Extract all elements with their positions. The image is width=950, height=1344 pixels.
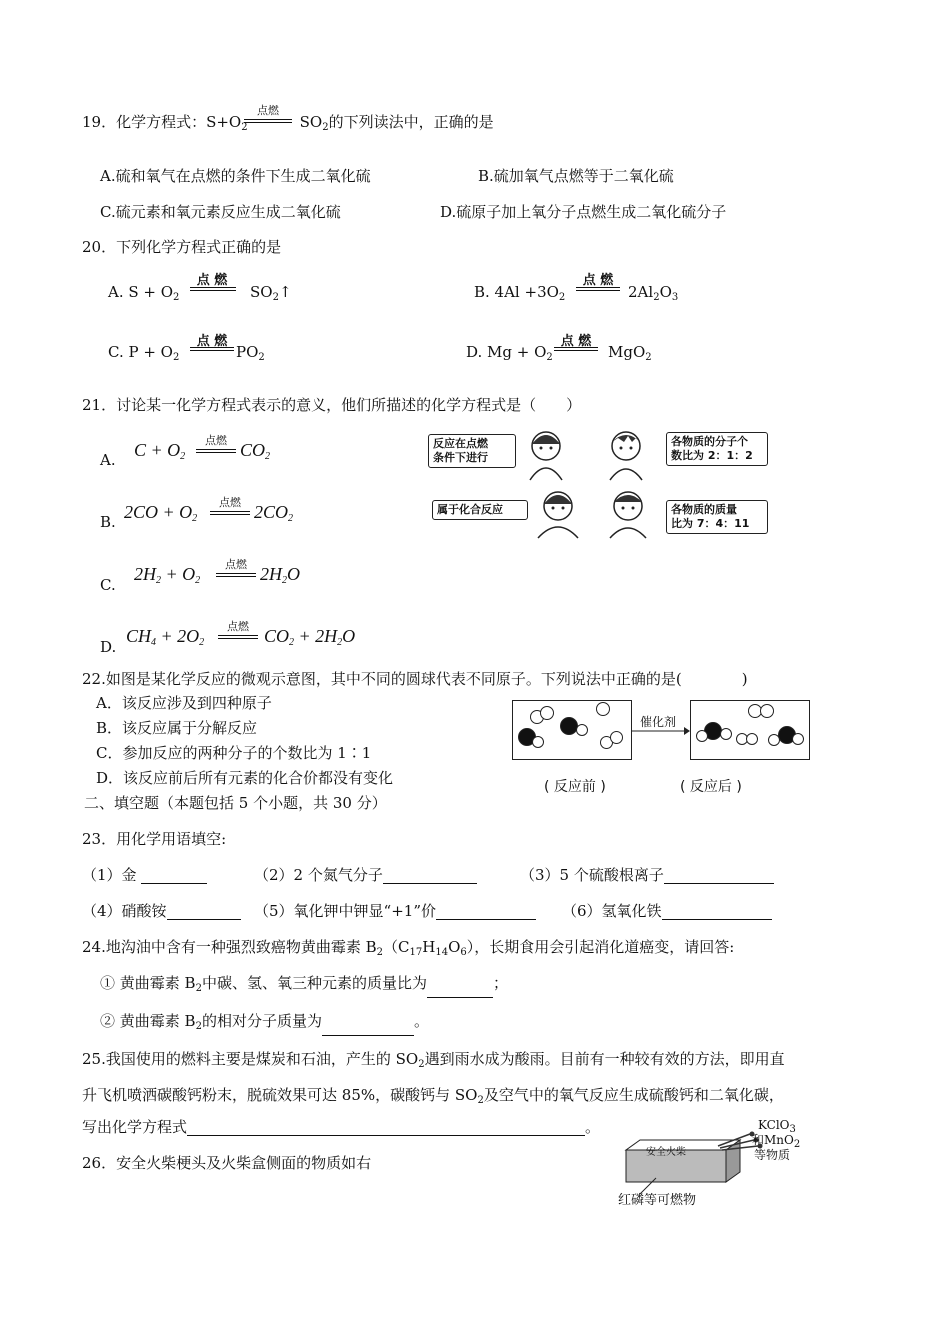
q21-a-right: $CO_2$ xyxy=(240,440,271,462)
q21-c-equals xyxy=(216,573,256,577)
etc-label: 等物质 xyxy=(754,1148,791,1162)
q20-b-equals xyxy=(576,287,620,291)
q21-c-label: C. xyxy=(100,576,116,594)
q21-d-label: D. xyxy=(100,638,117,656)
q20-b-product: $2Al_2O_3$ xyxy=(628,283,679,303)
q23-item-3: （3）5 个硫酸根离子 xyxy=(520,866,774,884)
q26-stem: 26．安全火柴梗头及火柴盒侧面的物质如右 xyxy=(82,1154,372,1172)
q21-b-right: $2CO_2$ xyxy=(254,502,294,524)
atom xyxy=(576,724,588,736)
q20-c-equals xyxy=(190,347,234,351)
atom xyxy=(760,704,774,718)
q22-option-d: D．该反应前后所有元素的化合价都没有变化 xyxy=(96,769,394,787)
matchbox-label: 安全火柴 xyxy=(646,1147,686,1158)
speech-bubble-3: 属于化合反应 xyxy=(432,500,528,520)
atom xyxy=(596,702,610,716)
atom xyxy=(696,730,708,742)
q20-option-b: B. $4Al +3O_2$ xyxy=(474,283,566,303)
q21-c-left: $2H_2 + O_2$ xyxy=(134,564,201,586)
atom xyxy=(560,717,578,735)
q22-stem: 22.如图是某化学反应的微观示意图，其中不同的圆球代表不同原子。下列说法中正确的是( ) xyxy=(82,670,748,688)
q21-c-condition: 点燃 xyxy=(225,558,247,571)
student-boy-1-icon xyxy=(596,426,656,482)
atom xyxy=(792,733,804,745)
q23-item-6: （6）氢氧化铁 xyxy=(562,902,772,920)
speech-bubble-4: 各物质的质量 比为 7：4：11 xyxy=(666,500,768,534)
q22-option-b: B．该反应属于分解反应 xyxy=(96,719,258,737)
q19-stem: 19．化学方程式：$S+O_2$ $SO_2$的下列读法中，正确的是 xyxy=(82,113,494,133)
red-phosphorus-label: 红磷等可燃物 xyxy=(618,1193,697,1208)
q21-a-label: A. xyxy=(100,451,116,469)
q21-d-condition: 点燃 xyxy=(227,620,249,633)
q21-b-condition: 点燃 xyxy=(219,496,241,509)
q20-a-product: $SO_2↑$ xyxy=(250,283,292,303)
q23-item-2: （2）2 个氮气分子 xyxy=(254,866,477,884)
mno2-label: 和MnO$_2$ xyxy=(752,1133,801,1150)
q20-c-product: $PO_2$ xyxy=(236,343,265,363)
atom xyxy=(610,731,623,744)
q20-option-c: C. $P + O_2$ xyxy=(108,343,180,363)
speech-bubble-1: 反应在点燃 条件下进行 xyxy=(428,434,516,468)
atom xyxy=(532,736,544,748)
q21-a-equals xyxy=(196,449,236,453)
q20-d-equals xyxy=(554,347,598,351)
q21-d-right: $CO_2 + 2H_2O$ xyxy=(264,626,356,648)
q23-item-5: （5）氧化钾中钾显“+1”价 xyxy=(254,902,536,920)
atom xyxy=(720,728,732,740)
q20-stem: 20．下列化学方程式正确的是 xyxy=(82,238,282,256)
atom xyxy=(768,734,780,746)
q21-stem: 21．讨论某一化学方程式表示的意义，他们所描述的化学方程式是（ ） xyxy=(82,396,582,414)
q20-d-product: MgO$_2$ xyxy=(608,343,652,363)
q20-b-condition: 点 燃 xyxy=(582,273,614,288)
q23-stem: 23．用化学用语填空: xyxy=(82,830,227,848)
q24-stem: 24.地沟油中含有一种强烈致癌物黄曲霉素 $B_2(C_{17}H_{14}O_6)$，长期食用会引起消化道癌变，请回答: xyxy=(82,938,735,958)
q21-b-equals xyxy=(210,511,250,515)
speech-bubble-2: 各物质的分子个 数比为 2：1：2 xyxy=(666,432,768,466)
student-girl-1-icon xyxy=(516,426,576,482)
section-heading: 二、填空题（本题包括 5 个小题，共 30 分） xyxy=(84,794,387,812)
q20-option-a: A. $S + O_2$ xyxy=(108,283,180,303)
atom xyxy=(746,733,758,745)
q24-item-2: ② 黄曲霉素 $B_2$的相对分子质量为 。 xyxy=(100,1012,429,1036)
q23-item-4: （4）硝酸铵 xyxy=(82,902,241,920)
q20-d-condition: 点 燃 xyxy=(560,334,592,349)
q21-a-left: $C + O_2$ xyxy=(134,440,186,462)
q20-a-equals xyxy=(190,287,236,291)
q25-line-1: 25.我国使用的燃料主要是煤炭和石油，产生的 $SO_2$遇到雨水成为酸雨。目前有一种较有效的方法，即用直 xyxy=(82,1050,785,1070)
after-caption: ( 反应后 ) xyxy=(680,779,742,795)
q22-option-c: C．参加反应的两种分子的个数比为 1∶1 xyxy=(96,744,372,762)
kclo3-label: KClO$_3$ xyxy=(758,1118,796,1135)
q24-item-1: ① 黄曲霉素 $B_2$中碳、氢、氧三种元素的质量比为 ； xyxy=(100,974,508,998)
q21-b-left: $2CO + O_2$ xyxy=(124,502,198,524)
q22-option-a: A．该反应涉及到四种原子 xyxy=(96,694,272,712)
q19-equals xyxy=(244,119,292,123)
q19-option-d: D.硫原子加上氧分子点燃生成二氧化硫分子 xyxy=(440,203,727,221)
q19-option-c: C.硫元素和氧元素反应生成二氧化硫 xyxy=(100,203,341,221)
q21-d-left: $CH_4 + 2O_2$ xyxy=(126,626,205,648)
before-caption: ( 反应前 ) xyxy=(544,779,606,795)
q23-item-1: （1）金 xyxy=(82,866,207,884)
reaction-arrow-icon xyxy=(632,726,690,736)
q20-option-d: D. $Mg + O_2$ xyxy=(466,343,553,363)
q21-c-right: $2H_2O$ xyxy=(260,564,300,586)
atom xyxy=(540,706,554,720)
q19-condition: 点燃 xyxy=(257,104,279,117)
student-boy-2-icon xyxy=(598,488,658,540)
q20-c-condition: 点 燃 xyxy=(196,334,228,349)
student-girl-2-icon xyxy=(528,488,588,540)
q25-line-2: 升飞机喷洒碳酸钙粉末，脱硫效果可达 85%，碳酸钙与 $SO_2$及空气中的氧气反应生成硫酸钙和二氧化碳， xyxy=(82,1086,784,1106)
q19-option-b: B.硫加氧气点燃等于二氧化硫 xyxy=(478,167,674,185)
q25-line-3: 写出化学方程式 。 xyxy=(82,1118,601,1136)
q21-a-condition: 点燃 xyxy=(205,434,227,447)
q21-d-equals xyxy=(218,635,258,639)
q21-b-label: B. xyxy=(100,513,116,531)
catalyst-label: 催化剂 xyxy=(640,715,677,729)
q20-a-condition: 点 燃 xyxy=(196,273,228,288)
q19-option-a: A.硫和氧气在点燃的条件下生成二氧化硫 xyxy=(100,167,371,185)
